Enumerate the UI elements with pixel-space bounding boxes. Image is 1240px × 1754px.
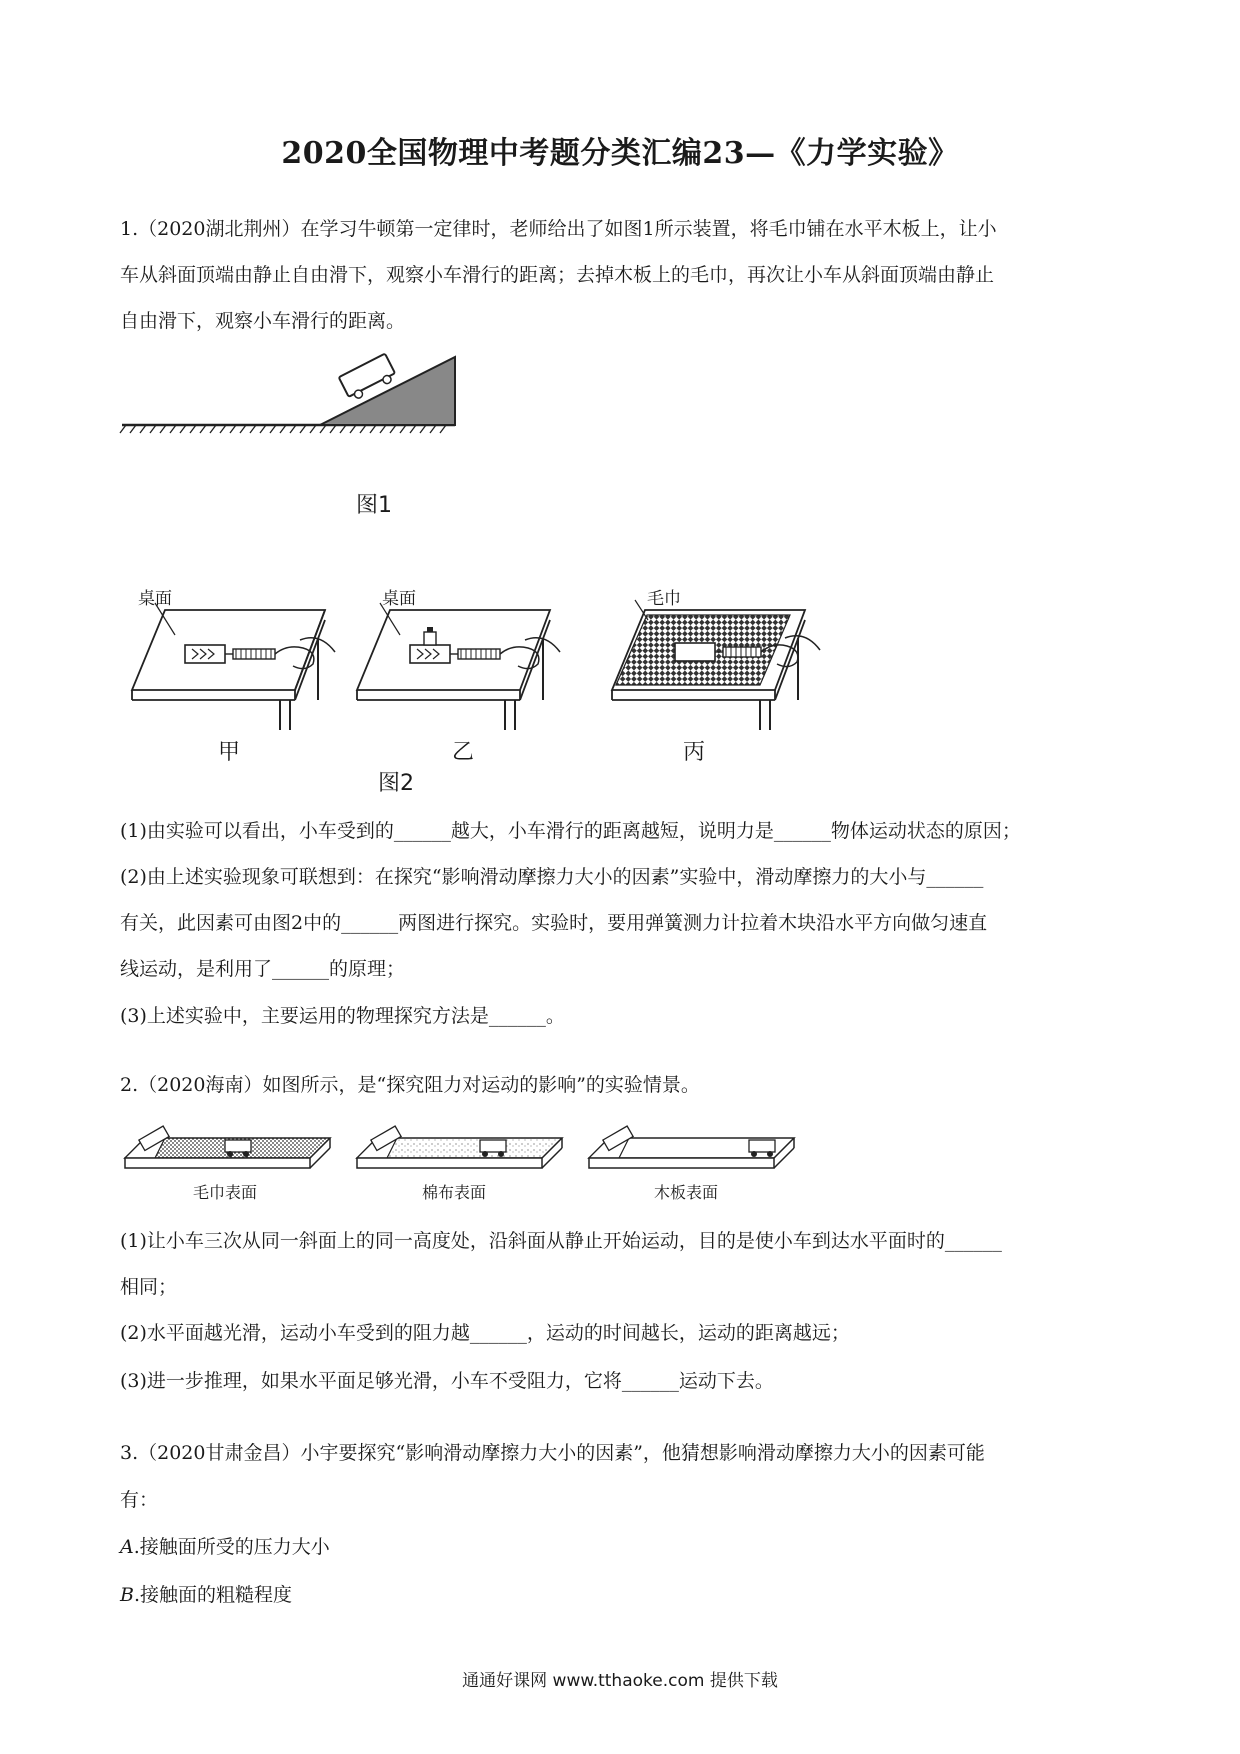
label-desk-a: 桌面 [138, 589, 172, 609]
label-yi: 乙 [452, 740, 475, 765]
q1-part-2-cont-1: 有关，此因素可由图2中的______两图进行探究。实验时，要用弹簧测力计拉着木块沿水平方向做匀速直 [120, 912, 988, 934]
q3-option-b-text: .接触面的粗糙程度 [133, 1584, 293, 1606]
q2-part-3: (3)进一步推理，如果水平面足够光滑，小车不受阻力，它将______运动下去。 [120, 1370, 774, 1392]
label-towel: 毛巾 [647, 589, 681, 609]
q2-intro: 2.（2020海南）如图所示，是“探究阻力对运动的影响”的实验情景。 [120, 1074, 700, 1096]
q2-part-2: (2)水平面越光滑，运动小车受到的阻力越______，运动的时间越长，运动的距离越远； [120, 1322, 850, 1344]
label-towel-surface: 毛巾表面 [193, 1183, 258, 1202]
figure-1-caption: 图1 [356, 493, 392, 518]
q2-figure-wood [584, 1118, 804, 1178]
label-bing: 丙 [683, 740, 706, 765]
label-jia: 甲 [218, 740, 241, 765]
q2-figure-cotton [352, 1118, 572, 1178]
q1-line-3: 自由滑下，观察小车滑行的距离。 [120, 310, 406, 332]
q2-part-1: (1)让小车三次从同一斜面上的同一高度处，沿斜面从静止开始运动，目的是使小车到达水平面时的______ [120, 1230, 1002, 1252]
q3-option-a-text: .接触面所受的压力大小 [133, 1536, 330, 1558]
figure-2-panel-b [345, 580, 575, 730]
label-wood-surface: 木板表面 [654, 1183, 719, 1202]
figure-2-panel-c [600, 580, 840, 730]
label-cotton-surface: 棉布表面 [422, 1183, 487, 1202]
q2-part-1-cont: 相同； [120, 1276, 178, 1298]
q3-line-2: 有： [120, 1489, 159, 1511]
q1-part-1: (1)由实验可以看出，小车受到的______越大，小车滑行的距离越短，说明力是______物体运动状态的原因； [120, 820, 1021, 842]
q1-line-1: 1.（2020湖北荆州）在学习牛顿第一定律时，老师给出了如图1所示装置，将毛巾铺在水平木板上，让小 [120, 218, 997, 240]
figure-2-caption: 图2 [378, 771, 414, 796]
q2-figure-towel [120, 1118, 340, 1178]
page-title: 2020全国物理中考题分类汇编23—《力学实验》 [281, 136, 959, 171]
q1-part-3: (3)上述实验中，主要运用的物理探究方法是______。 [120, 1005, 565, 1027]
q1-line-2: 车从斜面顶端由静止自由滑下，观察小车滑行的距离；去掉木板上的毛巾，再次让小车从斜面顶端由静止 [120, 264, 995, 286]
q3-option-a [120, 1534, 330, 1560]
q3-option-b [120, 1582, 292, 1608]
figure-1-incline [120, 365, 460, 445]
q3-option-b-letter: B [120, 1584, 134, 1606]
q3-line-1: 3.（2020甘肃金昌）小宇要探究“影响滑动摩擦力大小的因素”，他猜想影响滑动摩擦力大小的因素可能 [120, 1442, 985, 1464]
page-footer: 通通好课网 www.tthaoke.com 提供下载 [462, 1671, 778, 1691]
q3-option-a-letter: A [120, 1536, 134, 1558]
q1-part-2-cont-2: 线运动，是利用了______的原理； [120, 958, 406, 980]
label-desk-b: 桌面 [382, 589, 416, 609]
q1-part-2: (2)由上述实验现象可联想到：在探究“影响滑动摩擦力大小的因素”实验中，滑动摩擦力的大小与______ [120, 866, 984, 888]
